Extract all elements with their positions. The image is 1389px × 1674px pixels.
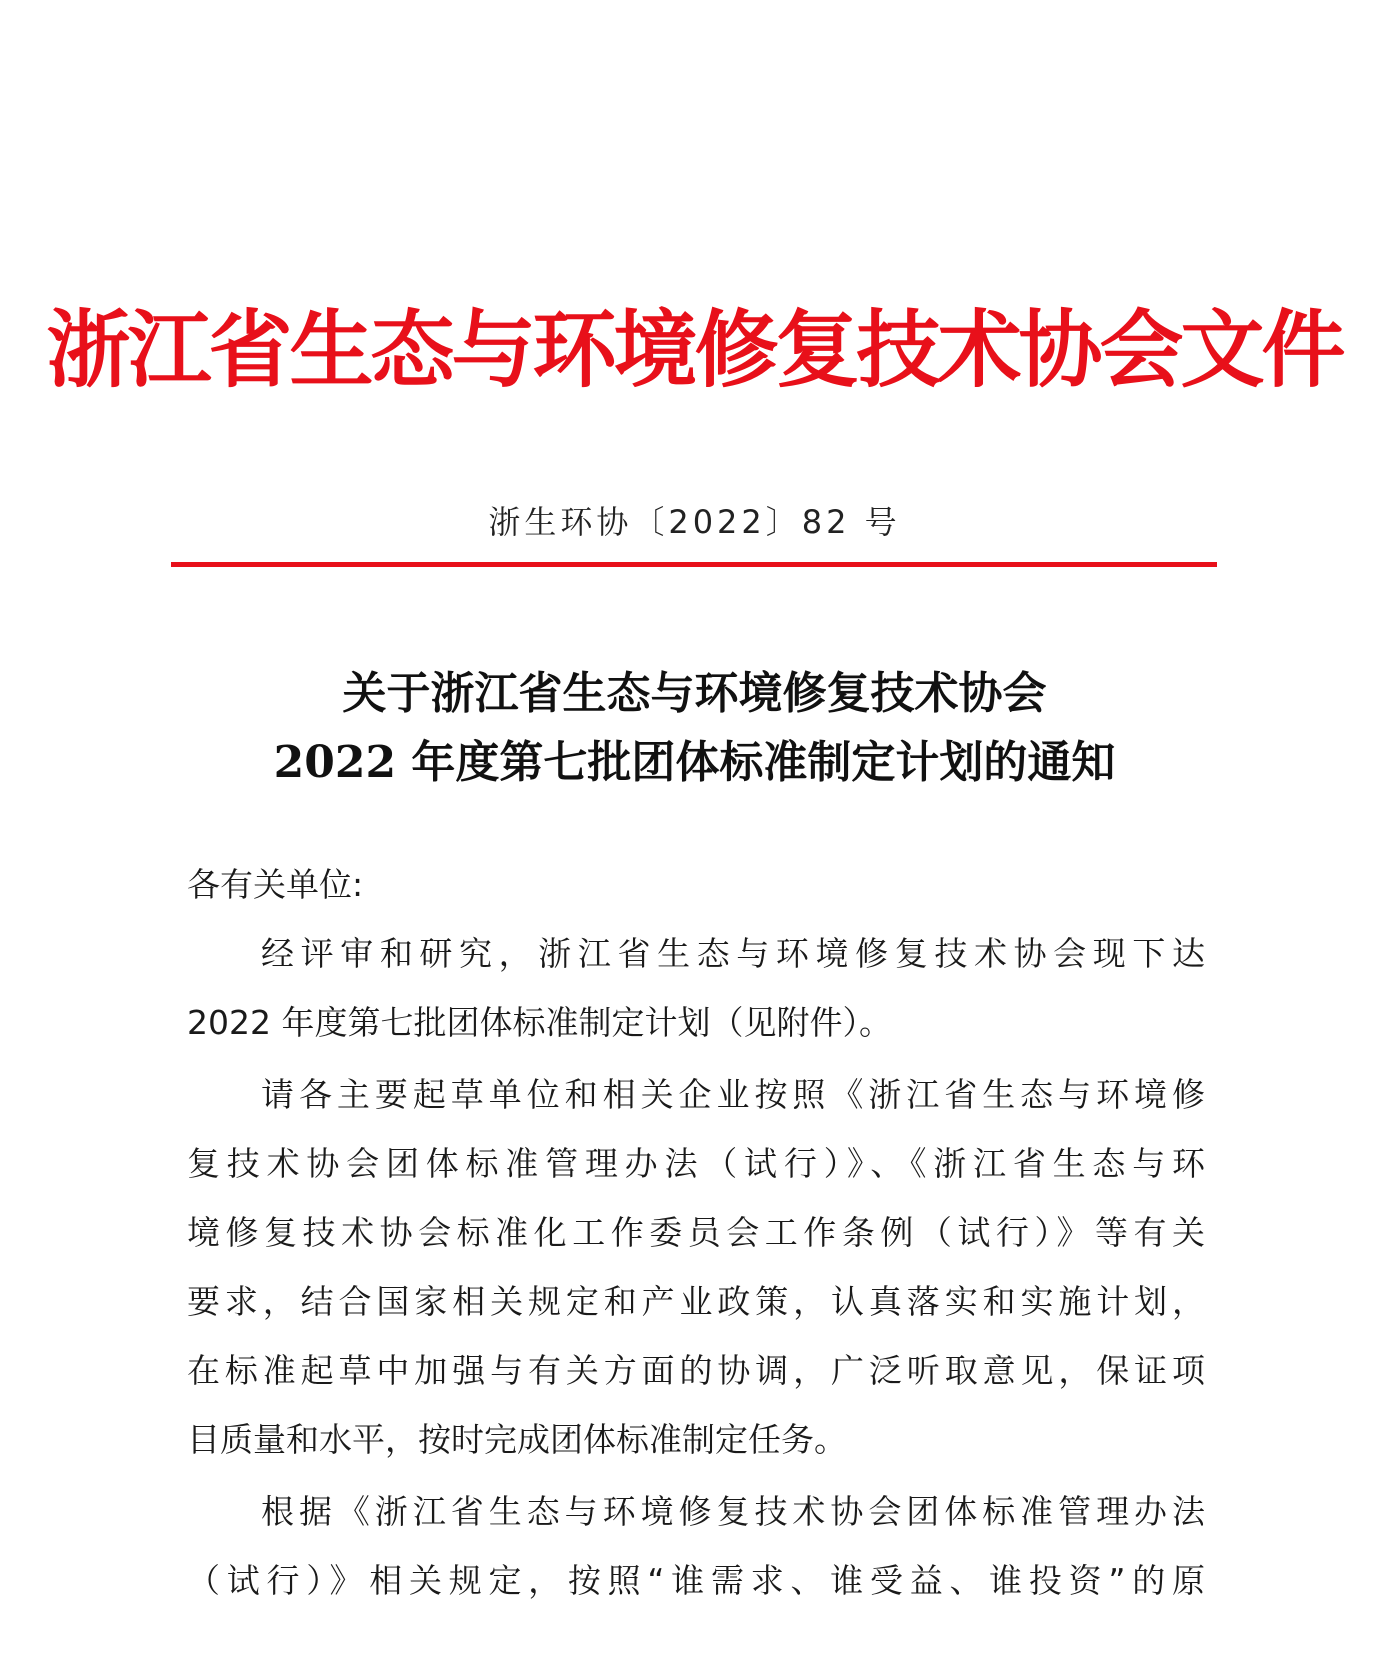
letterhead-title: 浙江省生态与环境修复技术协会文件 xyxy=(46,300,1343,399)
body-line: 2022 年度第七批团体标准制定计划（见附件）。 xyxy=(187,1003,892,1042)
body-line: 根据《浙江省生态与环境修复技术协会团体标准管理办法 xyxy=(261,1492,1205,1531)
body-line: 要求，结合国家相关规定和产业政策，认真落实和实施计划， xyxy=(187,1282,1205,1321)
body-line: 在标准起草中加强与有关方面的协调，广泛听取意见，保证项 xyxy=(187,1351,1205,1390)
body-line: 目质量和水平，按时完成团体标准制定任务。 xyxy=(187,1420,847,1459)
body-line: （试行）》相关规定，按照“谁需求、谁受益、谁投资”的原 xyxy=(187,1561,1205,1600)
body-line: 请各主要起草单位和相关企业按照《浙江省生态与环境修 xyxy=(261,1075,1205,1114)
notice-title-line-2: 2022 年度第七批团体标准制定计划的通知 xyxy=(273,737,1116,788)
notice-title-line-1: 关于浙江省生态与环境修复技术协会 xyxy=(342,668,1047,719)
body-line: 境修复技术协会标准化工作委员会工作条例（试行）》等有关 xyxy=(187,1213,1205,1252)
body-line: 复技术协会团体标准管理办法（试行）》、《浙江省生态与环 xyxy=(187,1144,1205,1183)
red-divider-line xyxy=(171,562,1217,567)
salutation: 各有关单位: xyxy=(187,865,364,904)
document-number: 浙生环协〔2022〕82 号 xyxy=(488,503,901,541)
body-line: 经评审和研究，浙江省生态与环境修复技术协会现下达 xyxy=(261,934,1205,973)
